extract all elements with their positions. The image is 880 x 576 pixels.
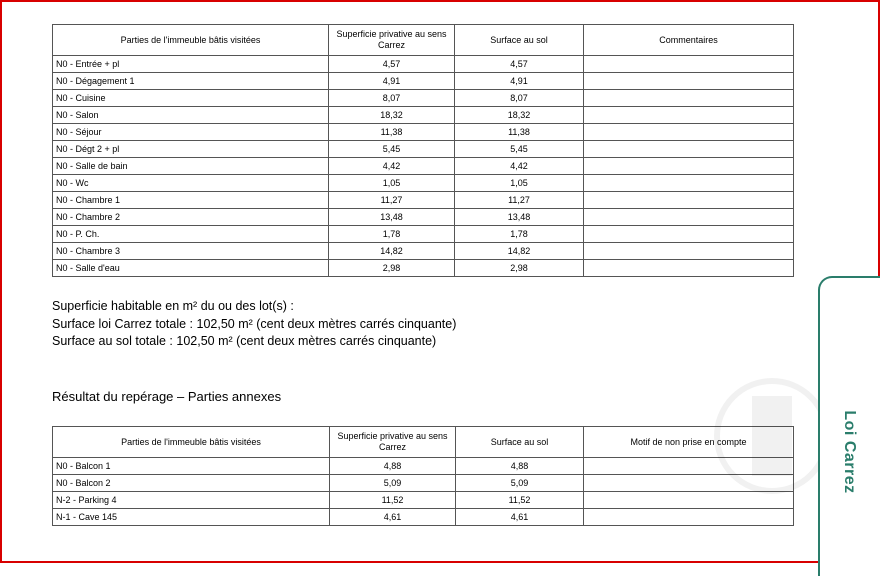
cell-piece: N0 - Cuisine: [53, 90, 329, 107]
cell-piece: N0 - Dégagement 1: [53, 73, 329, 90]
cell-carrez: 2,98: [329, 260, 455, 277]
cell-sol: 1,05: [455, 175, 584, 192]
cell-comment: [584, 107, 794, 124]
cell-piece: N0 - Dégt 2 + pl: [53, 141, 329, 158]
summary-carrez-total: Surface loi Carrez totale : 102,50 m² (cent deux mètres carrés cinquante): [52, 317, 457, 331]
cell-comment: [584, 141, 794, 158]
cell-carrez: 11,27: [329, 192, 455, 209]
cell-carrez: 13,48: [329, 209, 455, 226]
cell-comment: [584, 192, 794, 209]
cell-carrez: 11,38: [329, 124, 455, 141]
header-sol: Surface au sol: [455, 25, 584, 56]
cell-piece: N0 - Balcon 1: [53, 458, 330, 475]
table-row: [53, 226, 794, 243]
table-header-row: [53, 25, 794, 56]
surfaces-table: [52, 24, 794, 277]
header-sol: Surface au sol: [456, 427, 584, 458]
table-row: [53, 209, 794, 226]
table-row: [53, 56, 794, 73]
table-row: [53, 141, 794, 158]
table-row: [53, 158, 794, 175]
cell-piece: N0 - Chambre 3: [53, 243, 329, 260]
cell-sol: 4,57: [455, 56, 584, 73]
surface-summary: [52, 298, 456, 350]
table-row: [53, 192, 794, 209]
cell-carrez: 4,91: [329, 73, 455, 90]
table-row: [53, 260, 794, 277]
watermark-logo: [712, 366, 832, 506]
cell-carrez: 4,61: [330, 509, 456, 526]
table-header-row: [53, 427, 794, 458]
cell-sol: 18,32: [455, 107, 584, 124]
cell-carrez: 4,57: [329, 56, 455, 73]
table-row: [53, 73, 794, 90]
cell-piece: N0 - P. Ch.: [53, 226, 329, 243]
cell-comment: [584, 90, 794, 107]
table-row: [53, 124, 794, 141]
cell-sol: 2,98: [455, 260, 584, 277]
cell-sol: 4,91: [455, 73, 584, 90]
cell-comment: [584, 209, 794, 226]
cell-piece: N-1 - Cave 145: [53, 509, 330, 526]
table-row: [53, 90, 794, 107]
cell-comment: [584, 56, 794, 73]
cell-carrez: 4,42: [329, 158, 455, 175]
cell-carrez: 18,32: [329, 107, 455, 124]
cell-carrez: 8,07: [329, 90, 455, 107]
cell-comment: [584, 73, 794, 90]
table-row: [53, 509, 794, 526]
cell-motif: [584, 509, 794, 526]
cell-carrez: 4,88: [330, 458, 456, 475]
side-tab-label: Loi Carrez: [841, 410, 858, 494]
cell-sol: 5,45: [455, 141, 584, 158]
table-row: [53, 475, 794, 492]
cell-sol: 8,07: [455, 90, 584, 107]
cell-piece: N0 - Chambre 1: [53, 192, 329, 209]
table-row: [53, 107, 794, 124]
summary-sol-total: Surface au sol totale : 102,50 m² (cent deux mètres carrés cinquante): [52, 334, 437, 348]
cell-piece: N-2 - Parking 4: [53, 492, 330, 509]
cell-comment: [584, 124, 794, 141]
annex-table: [52, 426, 794, 526]
cell-comment: [584, 158, 794, 175]
cell-carrez: 14,82: [329, 243, 455, 260]
table-row: [53, 175, 794, 192]
header-piece: Parties de l'immeuble bâtis visitées: [53, 427, 330, 458]
cell-carrez: 1,05: [329, 175, 455, 192]
table-row: [53, 243, 794, 260]
header-piece: Parties de l'immeuble bâtis visitées: [53, 25, 329, 56]
header-comment: Commentaires: [584, 25, 794, 56]
cell-sol: 4,42: [455, 158, 584, 175]
cell-comment: [584, 175, 794, 192]
cell-carrez: 5,09: [330, 475, 456, 492]
cell-carrez: 1,78: [329, 226, 455, 243]
cell-sol: 11,38: [455, 124, 584, 141]
cell-piece: N0 - Chambre 2: [53, 209, 329, 226]
cell-sol: 13,48: [455, 209, 584, 226]
cell-comment: [584, 243, 794, 260]
cell-piece: N0 - Entrée + pl: [53, 56, 329, 73]
cell-sol: 5,09: [456, 475, 584, 492]
table-row: [53, 492, 794, 509]
table-row: [53, 458, 794, 475]
summary-heading: Superficie habitable en m² du ou des lot(s) :: [52, 299, 294, 313]
cell-sol: 4,88: [456, 458, 584, 475]
header-carrez: Superficie privative au sens Carrez: [330, 427, 456, 458]
cell-piece: N0 - Salle d'eau: [53, 260, 329, 277]
cell-piece: N0 - Wc: [53, 175, 329, 192]
header-motif: Motif de non prise en compte: [584, 427, 794, 458]
annex-heading: Résultat du repérage – Parties annexes: [52, 389, 282, 404]
cell-comment: [584, 260, 794, 277]
cell-carrez: 5,45: [329, 141, 455, 158]
cell-piece: N0 - Salon: [53, 107, 329, 124]
cell-piece: N0 - Séjour: [53, 124, 329, 141]
cell-sol: 11,52: [456, 492, 584, 509]
cell-sol: 11,27: [455, 192, 584, 209]
cell-carrez: 11,52: [330, 492, 456, 509]
cell-piece: N0 - Balcon 2: [53, 475, 330, 492]
header-carrez: Superficie privative au sens Carrez: [329, 25, 455, 56]
cell-sol: 4,61: [456, 509, 584, 526]
cell-piece: N0 - Salle de bain: [53, 158, 329, 175]
cell-sol: 1,78: [455, 226, 584, 243]
cell-comment: [584, 226, 794, 243]
cell-sol: 14,82: [455, 243, 584, 260]
